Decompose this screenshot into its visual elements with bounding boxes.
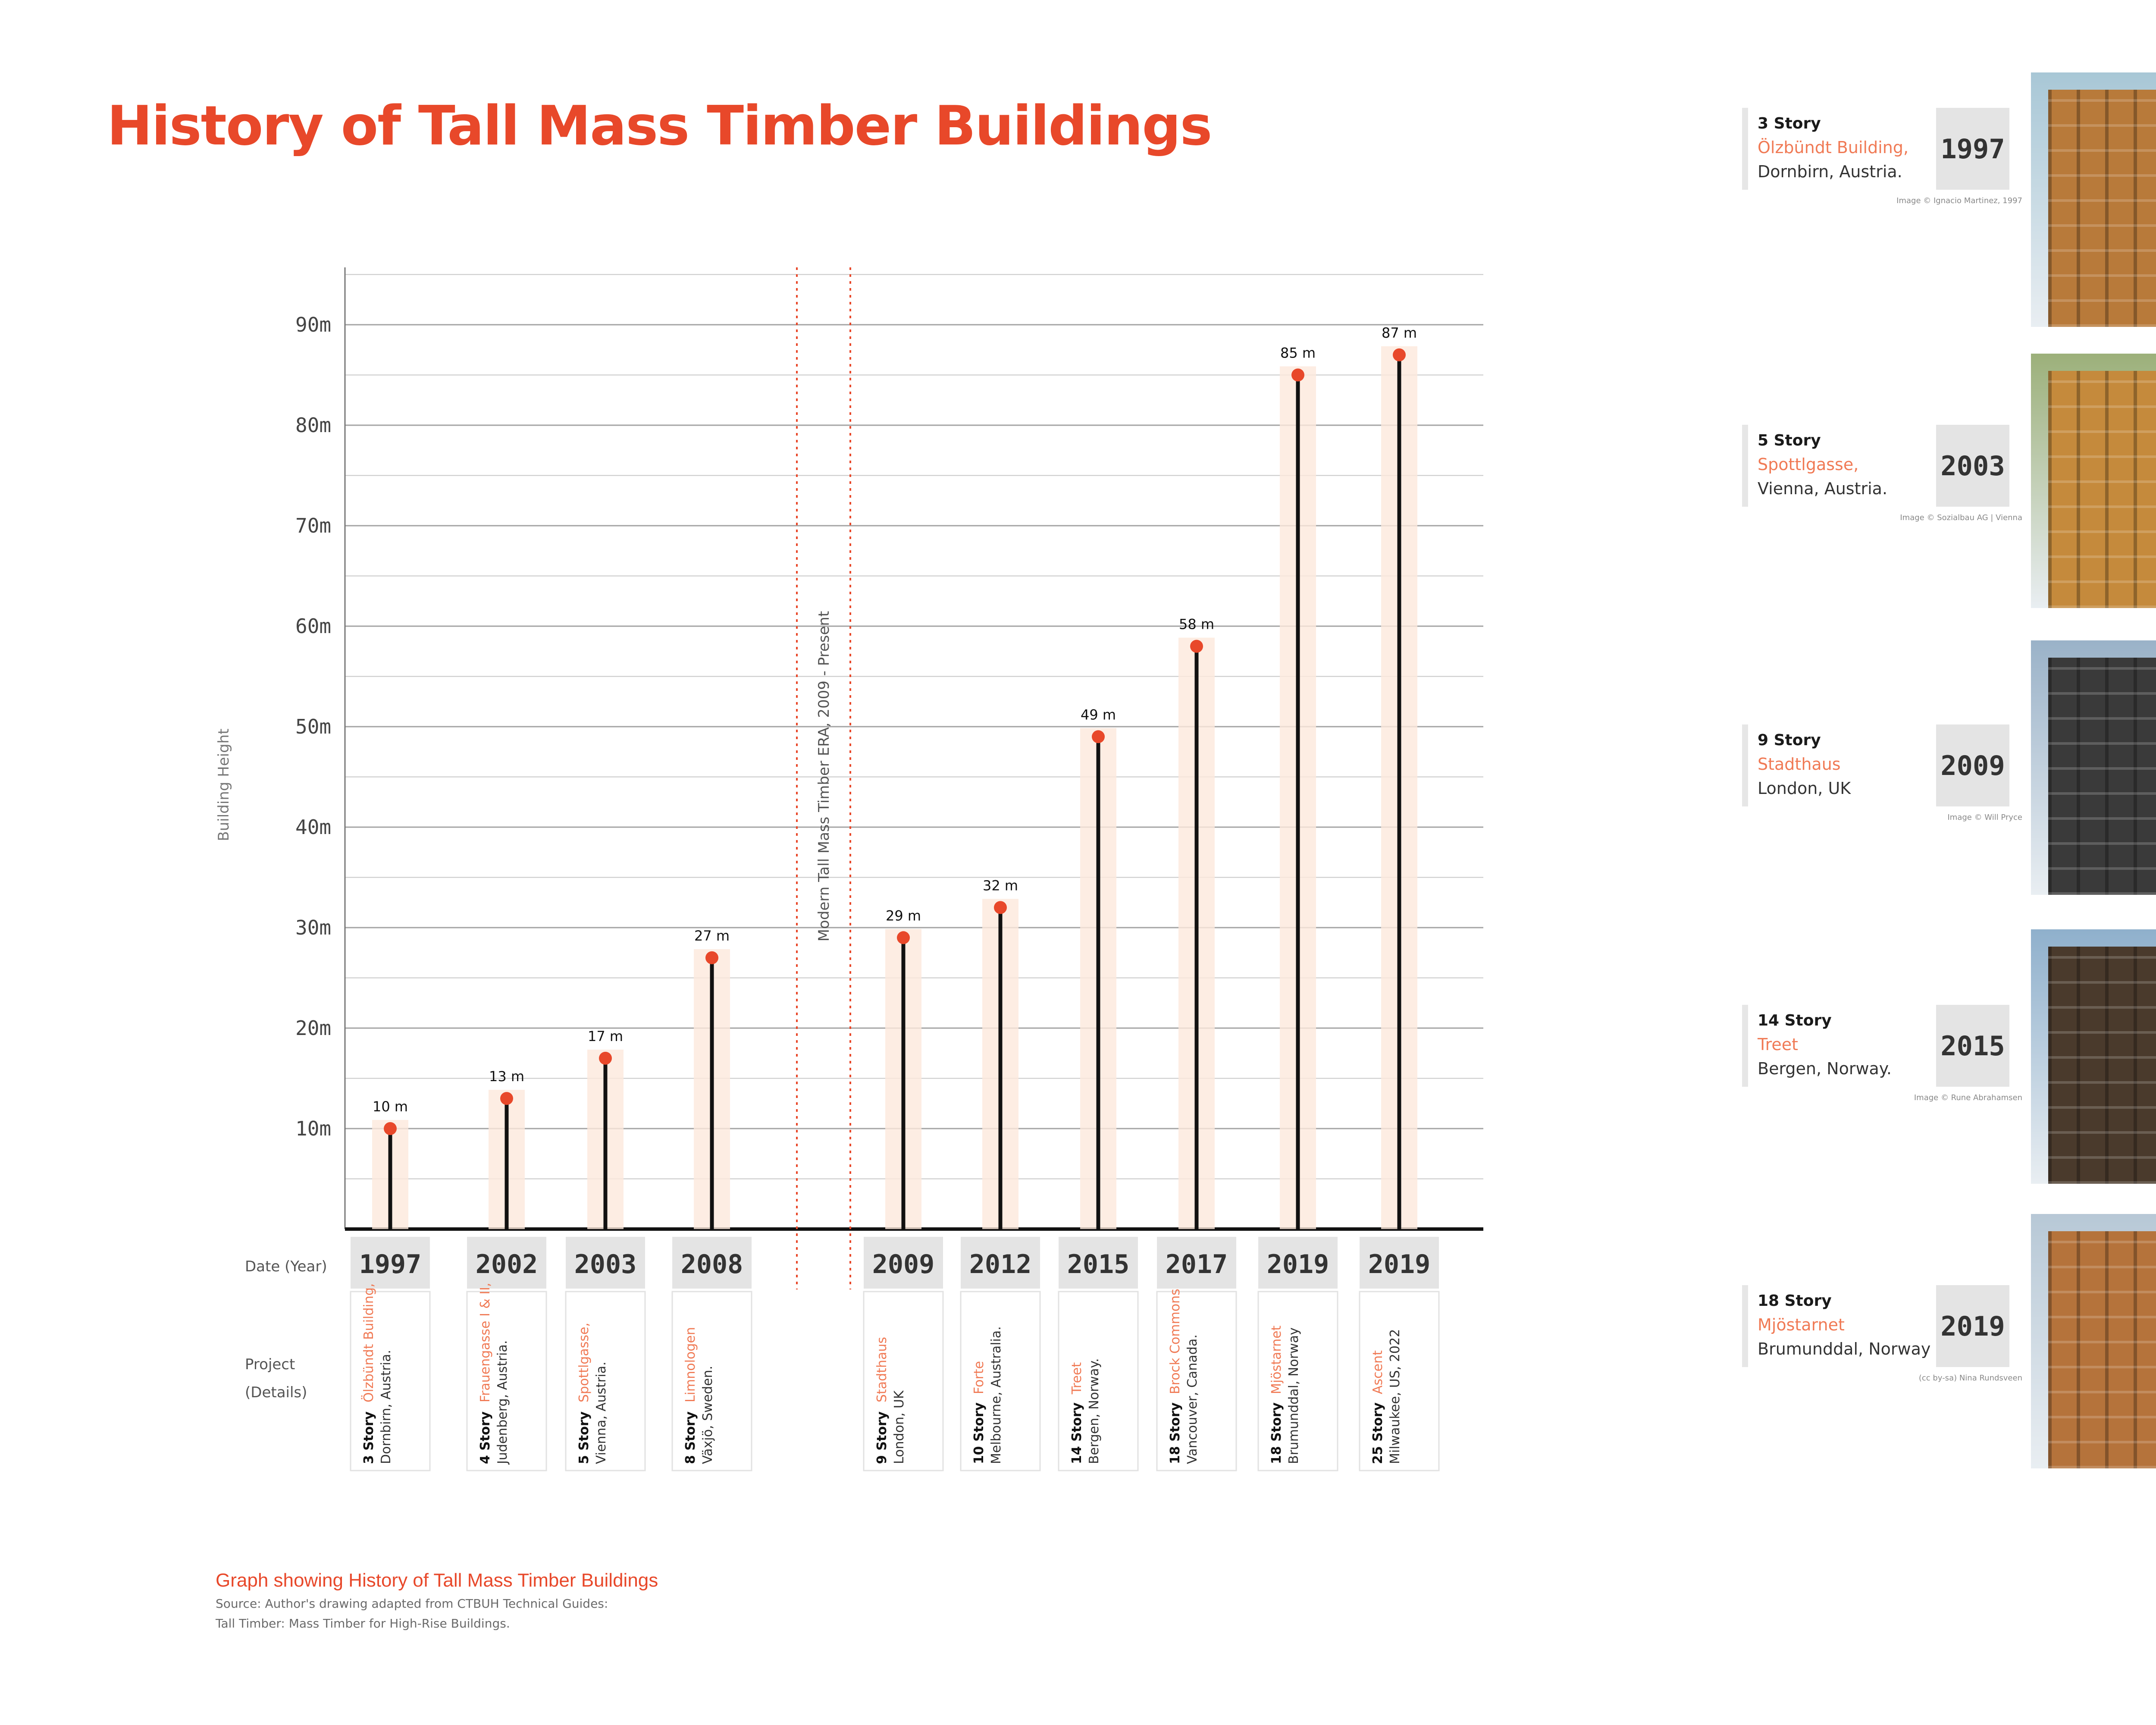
- page-title: History of Tall Mass Timber Buildings: [107, 94, 1212, 157]
- card-location: Bergen, Norway.: [1758, 1059, 1892, 1078]
- photo-credit: Image © Rune Abrahamsen: [1914, 1093, 2022, 1102]
- card-story: 18 Story: [1758, 1292, 1832, 1310]
- details-name: Limnologen: [683, 1327, 698, 1402]
- details-name: Ölzbündt Building,: [361, 1283, 376, 1402]
- card-story: 3 Story: [1758, 115, 1821, 132]
- data-label: 10 m: [372, 1098, 408, 1115]
- details-story: 3 Story: [361, 1411, 376, 1464]
- card-building-name: Stadthaus: [1758, 755, 1841, 774]
- y-tick-label: 50m: [295, 715, 332, 738]
- details-location: Bergen, Norway.: [1087, 1358, 1102, 1464]
- y-axis-label: Building Height: [215, 728, 232, 841]
- timeline-card: [1742, 1005, 2009, 1087]
- timeline-card: [1742, 1285, 2009, 1367]
- x-tick-label: 2003: [574, 1249, 637, 1280]
- details-name: Ascent: [1370, 1350, 1385, 1394]
- card-story: 9 Story: [1758, 731, 1821, 749]
- details-story: 4 Story: [478, 1411, 493, 1464]
- details-location: Milwaukee, US, 2022: [1388, 1329, 1403, 1464]
- x-tick-label: 2015: [1067, 1249, 1130, 1280]
- data-label: 17 m: [587, 1028, 624, 1044]
- date-row-label: Date (Year): [245, 1258, 327, 1275]
- card-location: London, UK: [1758, 779, 1851, 798]
- y-tick-label: 80m: [295, 414, 332, 437]
- photo-credit: Image © Sozialbau AG | Vienna: [1900, 513, 2022, 522]
- timeline-card: [1742, 108, 2009, 190]
- data-label: 58 m: [1178, 616, 1215, 633]
- chart-caption-source: Source: Author's drawing adapted from CTBUH Technical Guides:: [216, 1596, 608, 1611]
- building-photo: [2031, 640, 2156, 895]
- card-year: 2009: [1936, 724, 2009, 806]
- photo-building: [2048, 947, 2156, 1184]
- data-label: 13 m: [489, 1068, 525, 1085]
- details-location: Melbourne, Australia.: [989, 1326, 1004, 1464]
- card-year: 1997: [1936, 108, 2009, 190]
- y-tick-label: 40m: [295, 815, 332, 839]
- x-tick-label: 2017: [1165, 1249, 1228, 1280]
- card-location: Brumunddal, Norway: [1758, 1339, 1931, 1358]
- data-point: [599, 1052, 612, 1065]
- y-tick-label: 60m: [295, 615, 332, 638]
- card-building-name: Mjöstarnet: [1758, 1315, 1845, 1334]
- photo-credit: (cc by-sa) Nina Rundsveen: [1918, 1374, 2022, 1383]
- data-point: [1291, 369, 1304, 382]
- details-location: Brumunddal, Norway: [1286, 1327, 1301, 1464]
- details-location: Judenberg, Austria.: [495, 1340, 510, 1464]
- data-point: [1092, 730, 1105, 743]
- era-label: Modern Tall Mass Timber ERA, 2009 - Present: [815, 611, 833, 942]
- data-label: 49 m: [1080, 706, 1116, 723]
- details-name: Treet: [1069, 1362, 1084, 1394]
- card-location: Vienna, Austria.: [1758, 479, 1888, 498]
- data-point: [500, 1092, 513, 1105]
- details-story: 10 Story: [971, 1402, 987, 1464]
- x-tick-label: 2019: [1266, 1249, 1329, 1280]
- details-name: Frauengasse I & II,: [478, 1283, 493, 1402]
- x-tick-label: 2019: [1368, 1249, 1431, 1280]
- details-story: 9 Story: [874, 1411, 890, 1464]
- details-name: Brock Commons: [1168, 1289, 1183, 1394]
- y-tick-label: 10m: [295, 1117, 332, 1140]
- x-tick-label: 2002: [475, 1249, 538, 1280]
- timeline-card: [1742, 425, 2009, 507]
- data-label: 85 m: [1280, 345, 1316, 361]
- details-location: Vancouver, Canada.: [1185, 1334, 1200, 1464]
- y-tick-label: 70m: [295, 514, 332, 537]
- x-tick-label: 1997: [359, 1249, 422, 1280]
- card-building-name: Ölzbündt Building,: [1758, 138, 1909, 157]
- data-point: [705, 951, 718, 964]
- details-story: 25 Story: [1370, 1402, 1385, 1464]
- card-year: 2015: [1936, 1005, 2009, 1087]
- photo-credit: Image © Ignacio Martinez, 1997: [1896, 196, 2022, 205]
- details-name: Forte: [971, 1361, 987, 1394]
- data-point: [994, 901, 1007, 914]
- chart-caption-source-2: Tall Timber: Mass Timber for High-Rise Buildings.: [216, 1616, 510, 1631]
- y-tick-label: 20m: [295, 1016, 332, 1040]
- details-story: 18 Story: [1269, 1402, 1284, 1464]
- data-label: 29 m: [885, 907, 921, 924]
- photo-building: [2048, 90, 2156, 327]
- building-photo: [2031, 929, 2156, 1184]
- details-name: Mjöstarnet: [1269, 1325, 1284, 1394]
- details-row-label: (Details): [245, 1384, 307, 1401]
- details-location: Dornbirn, Austria.: [379, 1349, 394, 1464]
- card-location: Dornbirn, Austria.: [1758, 162, 1902, 181]
- y-tick-label: 90m: [295, 313, 332, 336]
- data-point: [1190, 640, 1203, 653]
- details-location: Växjö, Sweden.: [700, 1365, 715, 1464]
- card-year: 2019: [1936, 1285, 2009, 1367]
- details-story: 5 Story: [577, 1411, 592, 1464]
- data-label: 32 m: [982, 877, 1018, 894]
- photo-building: [2048, 371, 2156, 608]
- timeline-card: [1742, 724, 2009, 806]
- chart-caption-title: Graph showing History of Tall Mass Timber Buildings: [216, 1570, 658, 1591]
- details-location: Vienna, Austria.: [594, 1361, 609, 1464]
- x-tick-label: 2009: [872, 1249, 935, 1280]
- x-tick-label: 2008: [680, 1249, 743, 1280]
- data-point: [1393, 348, 1406, 361]
- card-year: 2003: [1936, 425, 2009, 507]
- photo-credit: Image © Will Pryce: [1947, 813, 2022, 822]
- details-name: Stadthaus: [874, 1336, 890, 1402]
- photo-building: [2048, 658, 2156, 895]
- details-story: 14 Story: [1069, 1402, 1084, 1464]
- building-photo: [2031, 354, 2156, 608]
- details-story: 8 Story: [683, 1411, 698, 1464]
- building-photo: [2031, 72, 2156, 327]
- project-row-label: Project: [245, 1356, 295, 1373]
- x-tick-label: 2012: [969, 1249, 1032, 1280]
- data-point: [384, 1122, 397, 1135]
- card-building-name: Spottlgasse,: [1758, 455, 1859, 474]
- y-tick-label: 30m: [295, 916, 332, 939]
- details-name: Spottlgasse,: [577, 1323, 592, 1402]
- data-label: 27 m: [694, 927, 730, 944]
- photo-building: [2048, 1231, 2156, 1468]
- card-building-name: Treet: [1758, 1035, 1799, 1054]
- card-story: 14 Story: [1758, 1012, 1832, 1029]
- details-story: 18 Story: [1168, 1402, 1183, 1464]
- card-story: 5 Story: [1758, 432, 1821, 449]
- data-label: 87 m: [1381, 324, 1417, 341]
- chart-caption: [216, 1570, 658, 1634]
- building-photo: [2031, 1214, 2156, 1468]
- data-point: [897, 931, 910, 944]
- details-location: London, UK: [892, 1390, 907, 1464]
